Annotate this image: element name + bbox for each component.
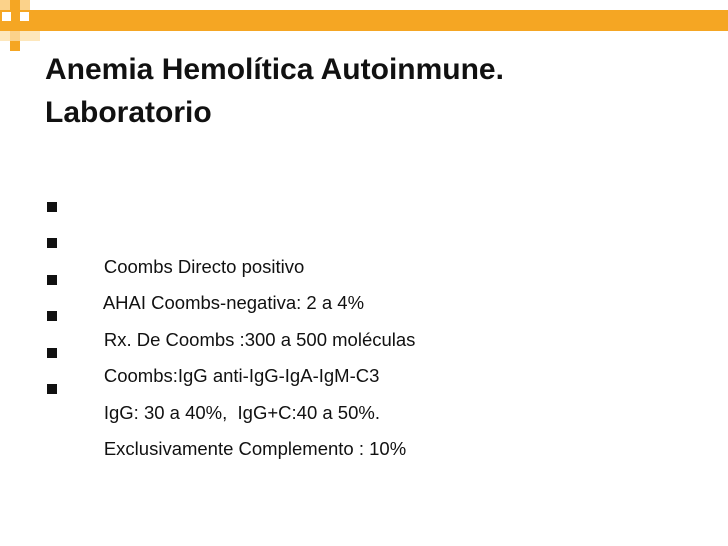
square-bullet-icon	[47, 275, 57, 285]
list-item-text: IgG: 30 a 40%, IgG+C:40 a 50%.	[103, 401, 380, 423]
slide-title-line-1: Anemia Hemolítica Autoinmune.	[45, 53, 504, 86]
list-item	[45, 192, 415, 277]
square-bullet-icon	[47, 384, 57, 394]
bullet-list	[45, 192, 416, 459]
square-bullet-icon	[47, 202, 57, 212]
square-bullet-icon	[47, 238, 57, 248]
list-item-text: Coombs:IgG anti-IgG-IgA-IgM-C3	[103, 365, 380, 387]
square-bullet-icon	[47, 348, 57, 358]
list-item-text: Exclusivamente Complemento : 10%	[103, 437, 407, 459]
header-band	[0, 10, 728, 31]
list-item-text: Rx. De Coombs :300 a 500 moléculas	[103, 328, 416, 350]
list-item-text: Coombs Directo positivo	[103, 256, 305, 277]
slide-title	[45, 48, 685, 134]
slide-title-line-2: Laboratorio	[45, 96, 212, 129]
square-bullet-icon	[47, 311, 57, 321]
list-item-text: AHAI Coombs-negativa: 2 a 4%	[102, 292, 365, 314]
